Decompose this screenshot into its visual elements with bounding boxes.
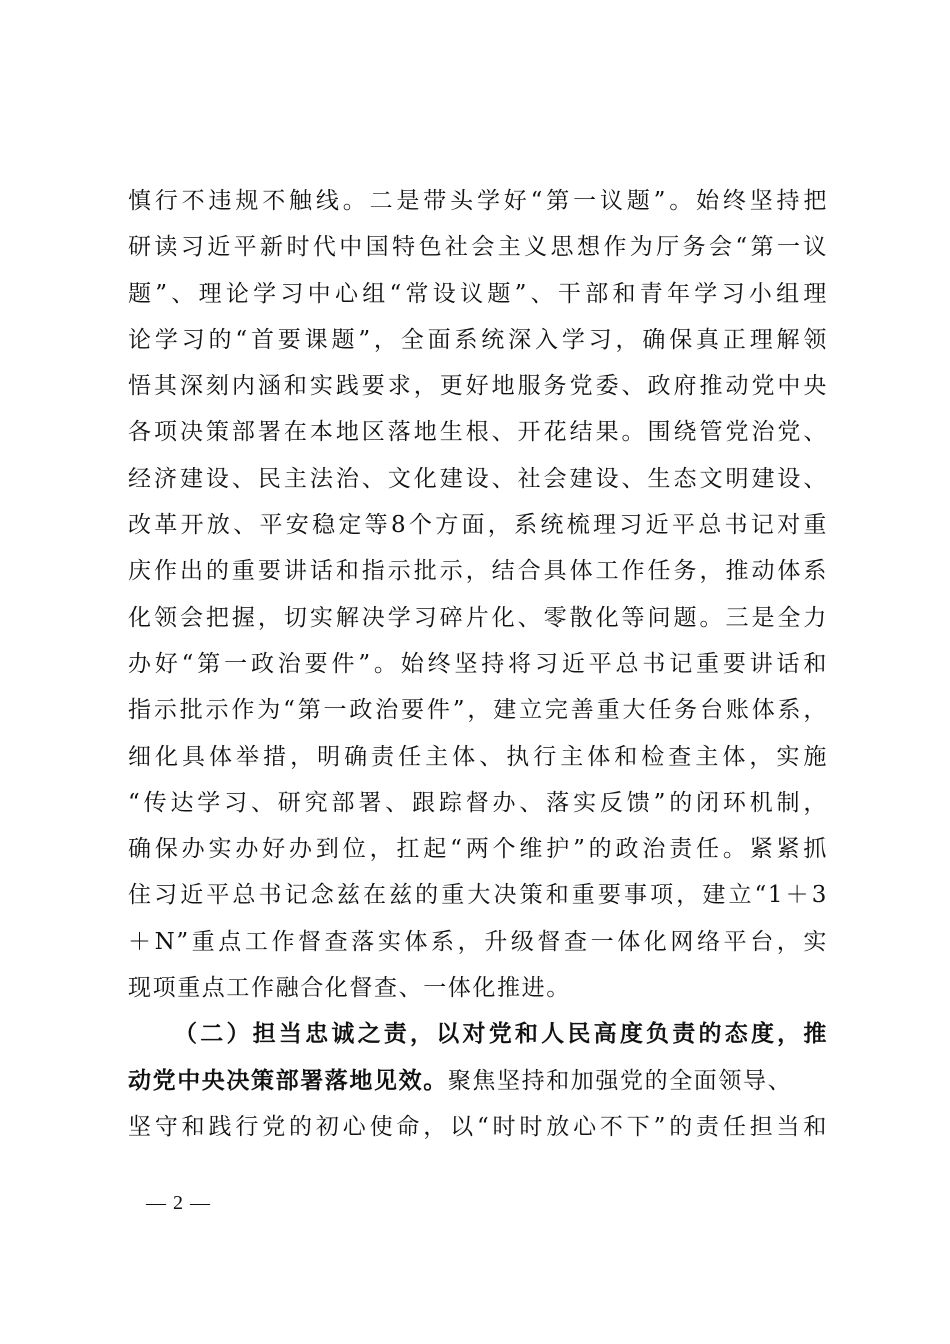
body-text <box>128 178 828 1150</box>
text-line: ＋N”重点工作督查落实体系，升级督查一体化网络平台，实 <box>128 928 828 955</box>
text-line: 指示批示作为“第一政治要件”，建立完善重大任务台账体系， <box>128 697 828 724</box>
section-heading: （二）担当忠诚之责，以对党和人民高度负责的态度，推 <box>174 1020 828 1048</box>
text-line: 住习近平总书记念兹在兹的重大决策和重要事项，建立“1＋3 <box>128 882 828 909</box>
text-line: 庆作出的重要讲话和指示批示，结合具体工作任务，推动体系 <box>128 558 828 585</box>
section-heading-continuation <box>128 1058 828 1104</box>
text-line: 化领会把握，切实解决学习碎片化、零散化等问题。三是全力 <box>128 604 828 631</box>
text-line: 悟其深刻内涵和实践要求，更好地服务党委、政府推动党中央 <box>128 373 828 400</box>
text-line: 细化具体举措，明确责任主体、执行主体和检查主体，实施 <box>128 743 828 770</box>
section-heading-end: 动党中央决策部署落地见效。 <box>128 1066 448 1094</box>
text-line: 论学习的“首要课题”，全面系统深入学习，确保真正理解领 <box>128 326 828 353</box>
text-line: 现项重点工作融合化督查、一体化推进。 <box>128 975 571 1002</box>
text-line: 研读习近平新时代中国特色社会主义思想作为厅务会“第一议 <box>128 234 828 261</box>
text-fragment: 聚焦坚持和加强党的全面领导、 <box>447 1067 793 1094</box>
text-line: 确保办实办好办到位，扛起“两个维护”的政治责任。紧紧抓 <box>128 836 828 863</box>
text-line: 坚守和践行党的初心使命，以“时时放心不下”的责任担当和 <box>128 1113 828 1140</box>
text-line: 改革开放、平安稳定等8个方面，系统梳理习近平总书记对重 <box>128 512 828 539</box>
text-line: “传达学习、研究部署、跟踪督办、落实反馈”的闭环机制， <box>128 789 828 816</box>
text-line: 各项决策部署在本地区落地生根、开花结果。围绕管党治党、 <box>128 419 828 446</box>
text-line: 经济建设、民主法治、文化建设、社会建设、生态文明建设、 <box>128 465 828 492</box>
text-line: 题”、理论学习中心组“常设议题”、干部和青年学习小组理 <box>128 280 828 307</box>
text-line: 慎行不违规不触线。二是带头学好“第一议题”。始终坚持把 <box>128 188 828 214</box>
text-line: 办好“第一政治要件”。始终坚持将习近平总书记重要讲话和 <box>128 650 828 677</box>
page-number: — 2 — <box>146 1192 211 1214</box>
